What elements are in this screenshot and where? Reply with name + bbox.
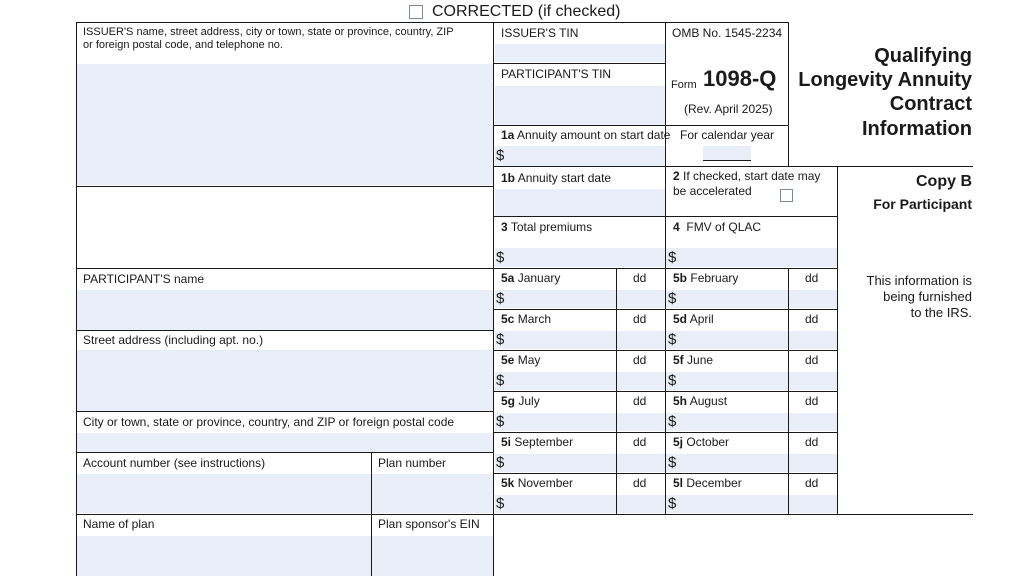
box5e-number: 5e (501, 353, 515, 367)
city-input[interactable] (77, 433, 493, 452)
corrected-label: CORRECTED (if checked) (432, 3, 621, 20)
box5g-label (501, 394, 540, 408)
street-address-label: Street address (including apt. no.) (83, 333, 264, 347)
box5c-dd-label: dd (633, 312, 647, 326)
form-title-line4: Information (862, 118, 972, 140)
calendar-year-input[interactable] (703, 146, 751, 160)
copy-note-line1: This information is (866, 273, 972, 288)
box5b-month: February (690, 271, 739, 285)
street-address-input[interactable] (77, 350, 493, 411)
box5g-amount-input[interactable] (495, 413, 616, 431)
box5h-number: 5h (673, 394, 688, 408)
box1b-input[interactable] (495, 189, 665, 216)
box3-dollar: $ (496, 249, 505, 266)
box1b-number: 1b (501, 171, 516, 185)
box5h-dd-input[interactable] (789, 413, 837, 431)
form-revision: (Rev. April 2025) (684, 102, 773, 116)
box5f-dd-label: dd (805, 353, 819, 367)
box5f-number: 5f (673, 353, 684, 367)
participant-tin-input[interactable] (495, 86, 665, 125)
box5k-label (501, 476, 573, 490)
box5f-month: June (687, 353, 714, 367)
box5l-month: December (686, 476, 742, 490)
box5k-amount-input[interactable] (495, 495, 616, 513)
box5a-amount-input[interactable] (495, 290, 616, 308)
box5k-dd-label: dd (633, 476, 647, 490)
box4-dollar: $ (668, 249, 677, 266)
box5c-number: 5c (501, 312, 515, 326)
box5e-dd-label: dd (633, 353, 647, 367)
participant-name-input[interactable] (77, 290, 493, 330)
box5e-dd-input[interactable] (617, 372, 665, 390)
box5i-number: 5i (501, 435, 512, 449)
box5g-dollar: $ (496, 413, 505, 430)
issuer-label-line2: or foreign postal code, and telephone no. (83, 39, 283, 51)
box1b-label (501, 171, 611, 185)
box2-text: If checked, start date may (683, 169, 821, 183)
box5c-dd-input[interactable] (617, 331, 665, 349)
account-number-label: Account number (see instructions) (83, 456, 266, 470)
issuer-tin-input[interactable] (495, 44, 665, 62)
box5c-dollar: $ (496, 331, 505, 348)
issuer-tin-label: ISSUER'S TIN (501, 26, 579, 40)
box5g-dd-label: dd (633, 394, 647, 408)
sponsor-ein-input[interactable] (372, 536, 493, 576)
box5j-number: 5j (673, 435, 684, 449)
city-label: City or town, state or province, country, and ZIP or foreign postal code (83, 415, 455, 429)
box5d-number: 5d (673, 312, 688, 326)
box5d-label (673, 312, 714, 326)
form-prefix: Form (671, 79, 697, 91)
box2-label-line2: be accelerated (673, 184, 752, 198)
box5a-dd-label: dd (633, 271, 647, 285)
box4-number: 4 (673, 220, 680, 234)
form-number: 1098-Q (703, 66, 777, 91)
box5i-dollar: $ (496, 454, 505, 471)
box1a-number: 1a (501, 128, 515, 142)
box5b-amount-input[interactable] (666, 290, 788, 308)
box5i-dd-input[interactable] (617, 454, 665, 472)
box5f-dd-input[interactable] (789, 372, 837, 390)
box5b-dd-label: dd (805, 271, 819, 285)
issuer-input[interactable] (77, 64, 493, 185)
box5i-dd-label: dd (633, 435, 647, 449)
box1a-dollar: $ (496, 147, 505, 164)
box5h-dd-label: dd (805, 394, 819, 408)
box5k-dollar: $ (496, 495, 505, 512)
box5h-label (673, 394, 727, 408)
box5f-dollar: $ (668, 372, 677, 389)
corrected-checkbox[interactable] (409, 5, 423, 19)
box2-number: 2 (673, 169, 680, 183)
box1a-text: Annuity amount on start date (517, 128, 671, 142)
box5l-number: 5l (673, 476, 684, 490)
form-title-line2: Longevity Annuity (798, 69, 972, 91)
box5l-label (673, 476, 742, 490)
box5d-dollar: $ (668, 331, 677, 348)
box5e-month: May (517, 353, 541, 367)
box1a-label (501, 128, 670, 142)
box5k-number: 5k (501, 476, 515, 490)
box5k-dd-input[interactable] (617, 495, 665, 513)
plan-number-label: Plan number (378, 456, 447, 470)
box5j-month: October (686, 435, 730, 449)
box5d-amount-input[interactable] (666, 331, 788, 349)
box5h-amount-input[interactable] (666, 413, 788, 431)
form-title-line3: Contract (889, 93, 972, 115)
box5c-label (501, 312, 551, 326)
box5l-dd-label: dd (805, 476, 819, 490)
box5a-dd-input[interactable] (617, 290, 665, 308)
box5j-dollar: $ (668, 454, 677, 471)
plan-number-input[interactable] (372, 474, 493, 513)
box5b-label (673, 271, 738, 285)
box5i-label (501, 435, 573, 449)
box5l-dollar: $ (668, 495, 677, 512)
plan-name-input[interactable] (77, 536, 371, 576)
box1b-text: Annuity start date (517, 171, 612, 185)
box1a-input[interactable] (495, 146, 665, 166)
box3-text: Total premiums (510, 220, 593, 234)
box5a-month: January (517, 271, 561, 285)
participant-tin-label: PARTICIPANT'S TIN (501, 67, 612, 81)
box5k-month: November (517, 476, 574, 490)
box2-label-line1 (673, 169, 820, 183)
box5j-dd-input[interactable] (789, 454, 837, 472)
copy-subtitle: For Participant (873, 196, 972, 212)
box5j-label (673, 435, 729, 449)
copy-note-line2: being furnished (883, 289, 972, 304)
plan-name-label: Name of plan (83, 517, 155, 531)
box5i-amount-input[interactable] (495, 454, 616, 472)
box5e-dollar: $ (496, 372, 505, 389)
box5g-dd-input[interactable] (617, 413, 665, 431)
box5c-amount-input[interactable] (495, 331, 616, 349)
box5e-amount-input[interactable] (495, 372, 616, 390)
box5a-number: 5a (501, 271, 515, 285)
box4-input[interactable] (666, 248, 837, 267)
calendar-year-label: For calendar year (680, 128, 775, 142)
omb-number: OMB No. 1545-2234 (672, 26, 783, 40)
box5h-dollar: $ (668, 413, 677, 430)
box5b-dollar: $ (668, 290, 677, 307)
box3-label (501, 220, 592, 234)
form-title-line1: Qualifying (874, 45, 972, 67)
box5d-month: April (689, 312, 714, 326)
box5g-number: 5g (501, 394, 516, 408)
box5g-month: July (518, 394, 540, 408)
box5b-dd-input[interactable] (789, 290, 837, 308)
box5d-dd-label: dd (805, 312, 819, 326)
box3-input[interactable] (495, 248, 665, 267)
account-number-input[interactable] (77, 474, 371, 513)
participant-name-label: PARTICIPANT'S name (83, 272, 204, 286)
box5l-amount-input[interactable] (666, 495, 788, 513)
copy-title: Copy B (916, 173, 972, 190)
sponsor-ein-label: Plan sponsor's EIN (378, 517, 480, 531)
copy-note-line3: to the IRS. (910, 305, 972, 320)
box5c-month: March (517, 312, 552, 326)
box4-text: FMV of QLAC (686, 220, 762, 234)
issuer-label-line1: ISSUER'S name, street address, city or town, state or province, country, ZIP (83, 26, 454, 38)
box5b-number: 5b (673, 271, 688, 285)
box5d-dd-input[interactable] (789, 331, 837, 349)
box5l-dd-input[interactable] (789, 495, 837, 513)
box5a-dollar: $ (496, 290, 505, 307)
box5e-label (501, 353, 540, 367)
box5i-month: September (514, 435, 574, 449)
box5a-label (501, 271, 560, 285)
box4-label (673, 220, 761, 234)
box5j-amount-input[interactable] (666, 454, 788, 472)
accelerated-checkbox[interactable] (780, 189, 793, 202)
box5j-dd-label: dd (805, 435, 819, 449)
box3-number: 3 (501, 220, 508, 234)
box5f-label (673, 353, 713, 367)
box5h-month: August (689, 394, 728, 408)
box5f-amount-input[interactable] (666, 372, 788, 390)
